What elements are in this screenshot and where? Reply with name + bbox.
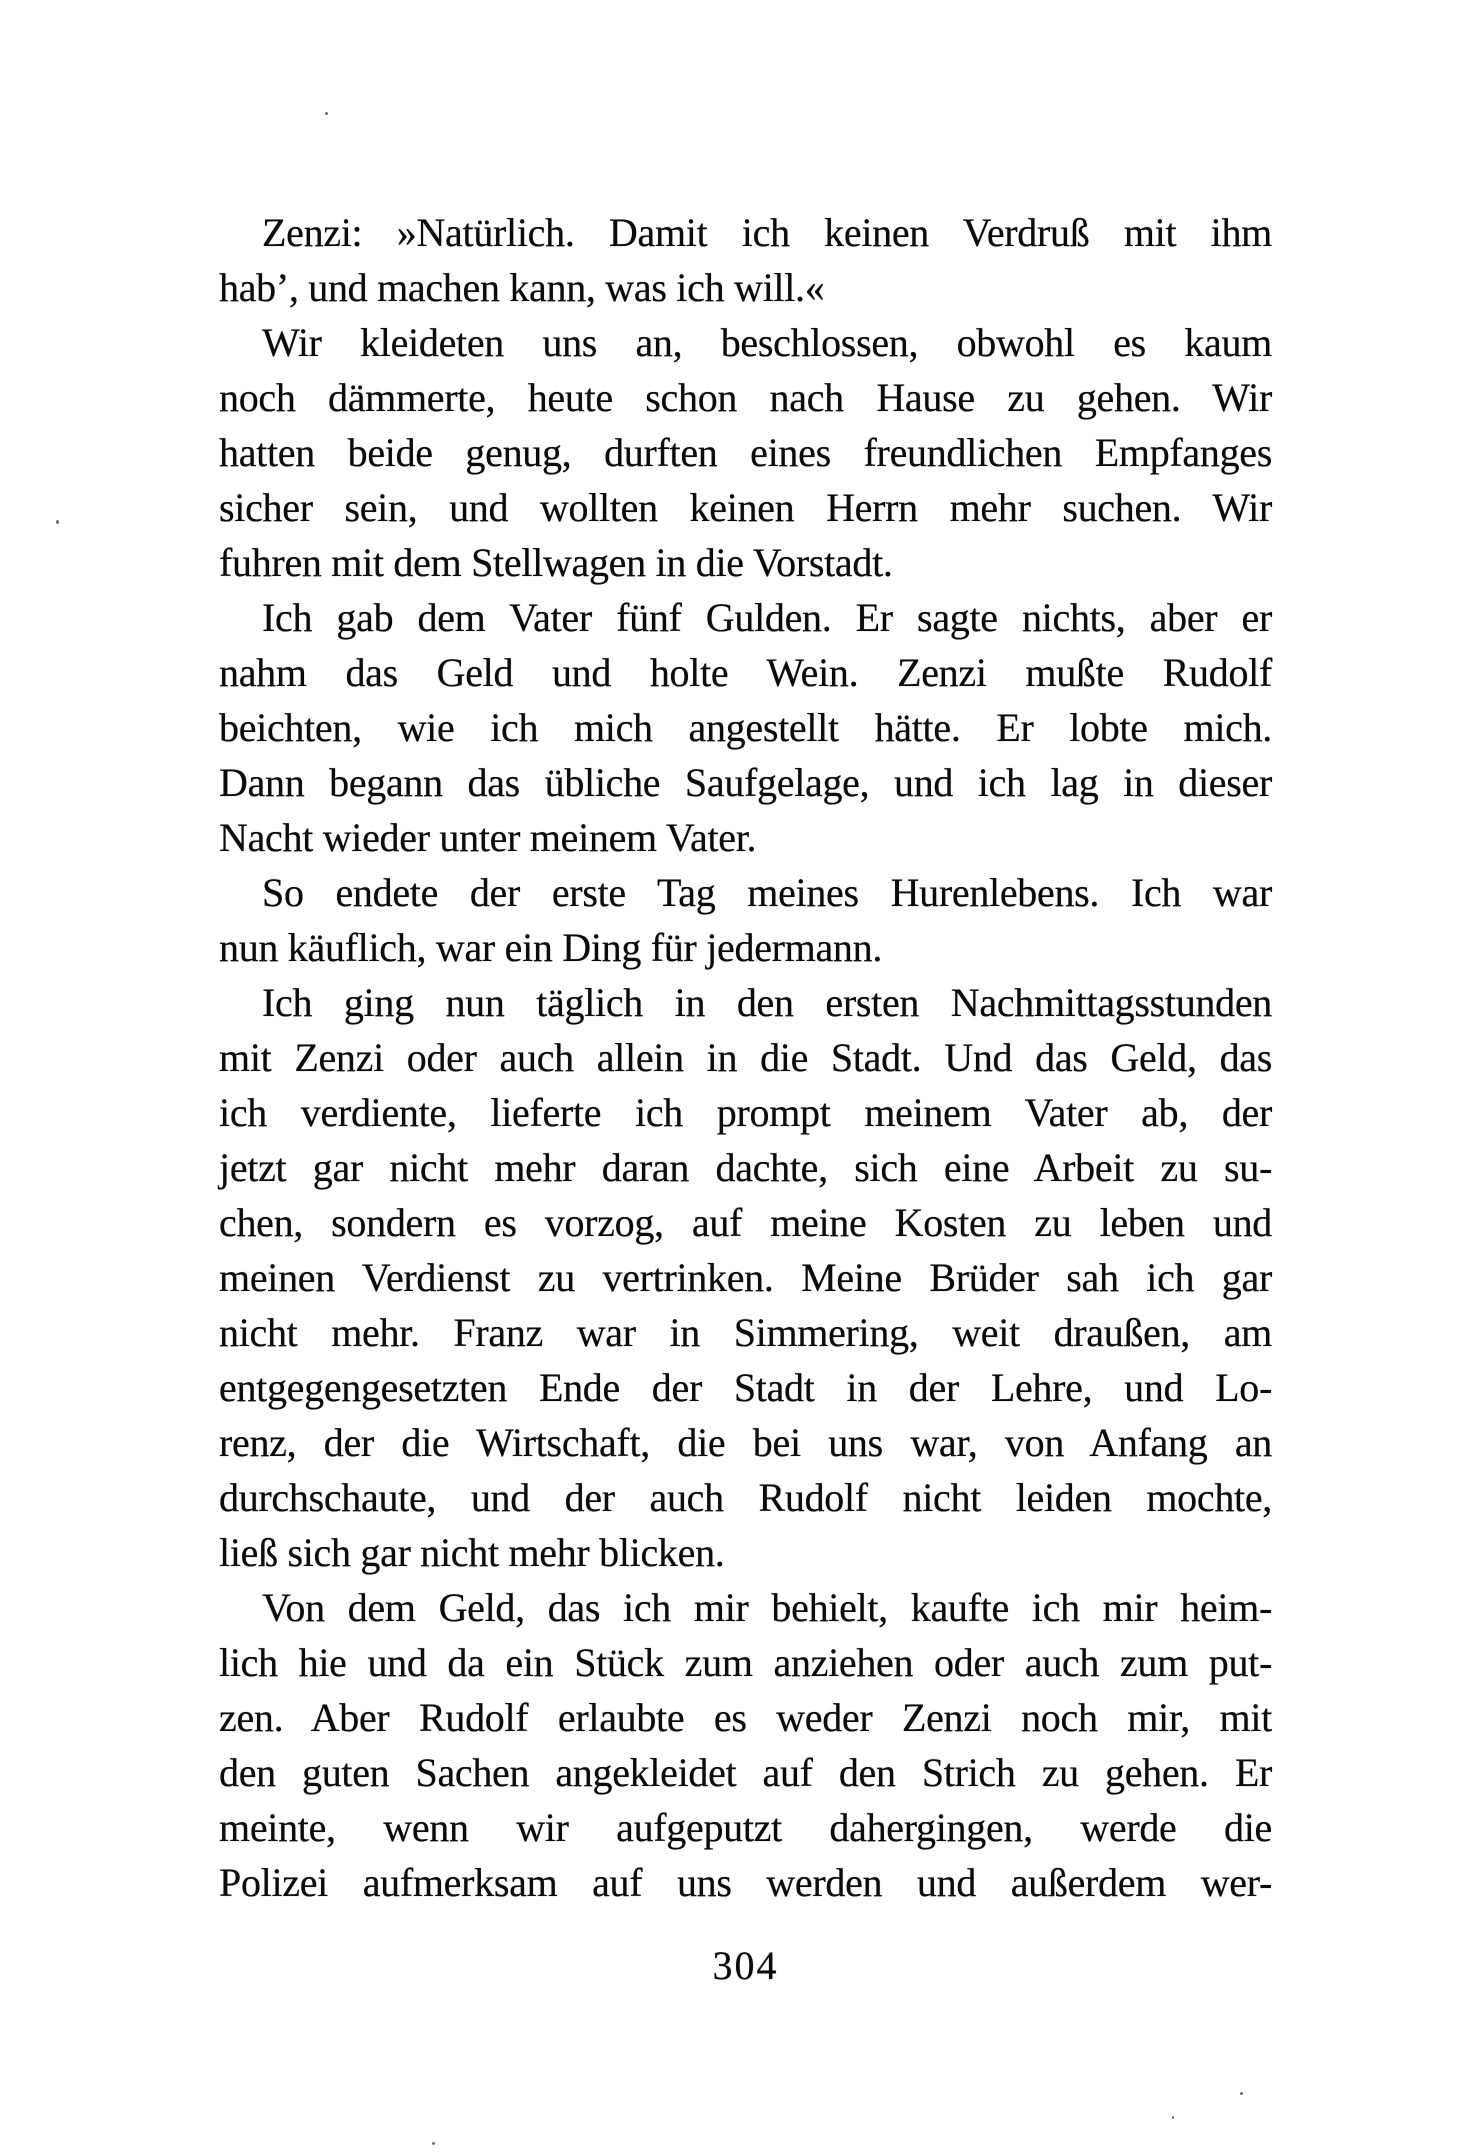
text-line: beichten, wie ich mich angestellt hätte. Er lobte mich.: [219, 705, 1272, 750]
text-line: meinte, wenn wir aufgeputzt dahergingen, werde die: [219, 1805, 1272, 1850]
text-line: den guten Sachen angekleidet auf den Strich zu gehen. Er: [219, 1750, 1272, 1795]
text-line: noch dämmerte, heute schon nach Hause zu gehen. Wir: [219, 375, 1272, 420]
text-line: ließ sich gar nicht mehr blicken.: [219, 1530, 725, 1575]
text-line: zen. Aber Rudolf erlaubte es weder Zenzi noch mir, mit: [219, 1695, 1272, 1740]
text-line: Wir kleideten uns an, beschlossen, obwohl es kaum: [262, 320, 1272, 365]
text-line: ich verdiente, lieferte ich prompt meinem Vater ab, der: [219, 1090, 1272, 1135]
scan-speck: [1240, 2092, 1243, 2095]
text-line: mit Zenzi oder auch allein in die Stadt. Und das Geld, das: [219, 1035, 1272, 1080]
text-block: [219, 205, 1272, 1910]
scan-speck: [56, 520, 59, 524]
text-line: Polizei aufmerksam auf uns werden und außerdem wer-: [219, 1860, 1272, 1905]
text-line: nicht mehr. Franz war in Simmering, weit draußen, am: [219, 1310, 1272, 1355]
text-line: nahm das Geld und holte Wein. Zenzi mußte Rudolf: [219, 650, 1272, 695]
text-line: Nacht wieder unter meinem Vater.: [219, 815, 757, 860]
text-line: meinen Verdienst zu vertrinken. Meine Brüder sah ich gar: [219, 1255, 1272, 1300]
text-line: durchschaute, und der auch Rudolf nicht leiden mochte,: [219, 1475, 1272, 1520]
scan-speck: [325, 112, 328, 115]
text-line: Dann begann das übliche Saufgelage, und ich lag in dieser: [219, 760, 1272, 805]
text-line: fuhren mit dem Stellwagen in die Vorstadt.: [219, 540, 893, 585]
text-line: hab’, und machen kann, was ich will.«: [219, 265, 825, 310]
page-number: 304: [712, 1943, 779, 1988]
text-line: Von dem Geld, das ich mir behielt, kaufte ich mir heim-: [262, 1585, 1272, 1630]
scan-speck: [1172, 2116, 1174, 2119]
text-line: jetzt gar nicht mehr daran dachte, sich eine Arbeit zu su-: [219, 1145, 1272, 1190]
text-line: lich hie und da ein Stück zum anziehen oder auch zum put-: [219, 1640, 1272, 1685]
scan-speck: [432, 2142, 435, 2145]
text-line: renz, der die Wirtschaft, die bei uns war, von Anfang an: [219, 1420, 1272, 1465]
text-line: Ich ging nun täglich in den ersten Nachmittagsstunden: [262, 980, 1272, 1025]
text-line: sicher sein, und wollten keinen Herrn mehr suchen. Wir: [219, 485, 1272, 530]
text-line: Ich gab dem Vater fünf Gulden. Er sagte nichts, aber er: [262, 595, 1272, 640]
text-line: So endete der erste Tag meines Hurenlebens. Ich war: [262, 870, 1272, 915]
text-line: nun käuflich, war ein Ding für jedermann.: [219, 925, 883, 970]
text-line: chen, sondern es vorzog, auf meine Kosten zu leben und: [219, 1200, 1272, 1245]
text-line: hatten beide genug, durften eines freundlichen Empfanges: [219, 430, 1272, 475]
text-line: entgegengesetzten Ende der Stadt in der Lehre, und Lo-: [219, 1365, 1272, 1410]
text-line: Zenzi: »Natürlich. Damit ich keinen Verdruß mit ihm: [262, 210, 1272, 255]
